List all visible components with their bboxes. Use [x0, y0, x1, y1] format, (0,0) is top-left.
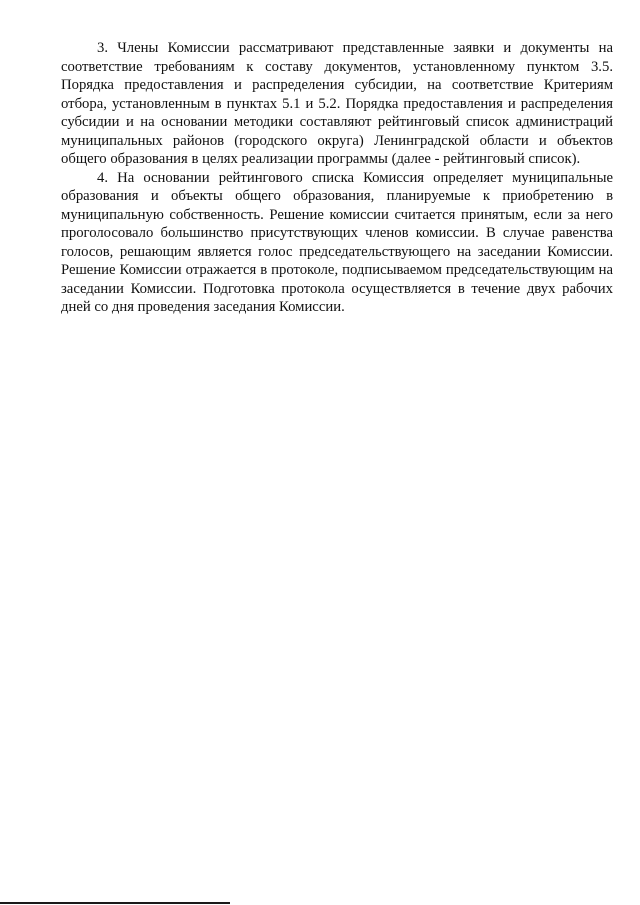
bottom-edge-line: [0, 902, 230, 904]
document-body: [61, 39, 613, 317]
paragraph-4: 4. На основании рейтингового списка Комиссия определяет муниципальные образования и объекты общего образования, планируемые к приобретению в муниципальную собственность. Решение комиссии считается принятым, если за него проголосовало большинство присутствующих членов комиссии. В случае равенства голосов, решающим является голос председательствующего на заседании Комиссии. Решение Комиссии отражается в протоколе, подписываемом председательствующим на заседании Комиссии. Подготовка протокола осуществляется в течение двух рабочих дней со дня проведения заседания Комиссии.: [61, 169, 613, 315]
paragraph-3: 3. Члены Комиссии рассматривают представленные заявки и документы на соответствие требованиям к составу документов, установленному пунктом 3.5. Порядка предоставления и распределения субсидии, на соответствие Критериям отбора, установленным в пунктах 5.1 и 5.2. Порядка предоставления и распределения субсидии и на основании методики составляют рейтинговый список администраций муниципальных районов (городского округа) Ленинградской области и объектов общего образования в целях реализации программы (далее - рейтинговый список).: [61, 40, 613, 167]
